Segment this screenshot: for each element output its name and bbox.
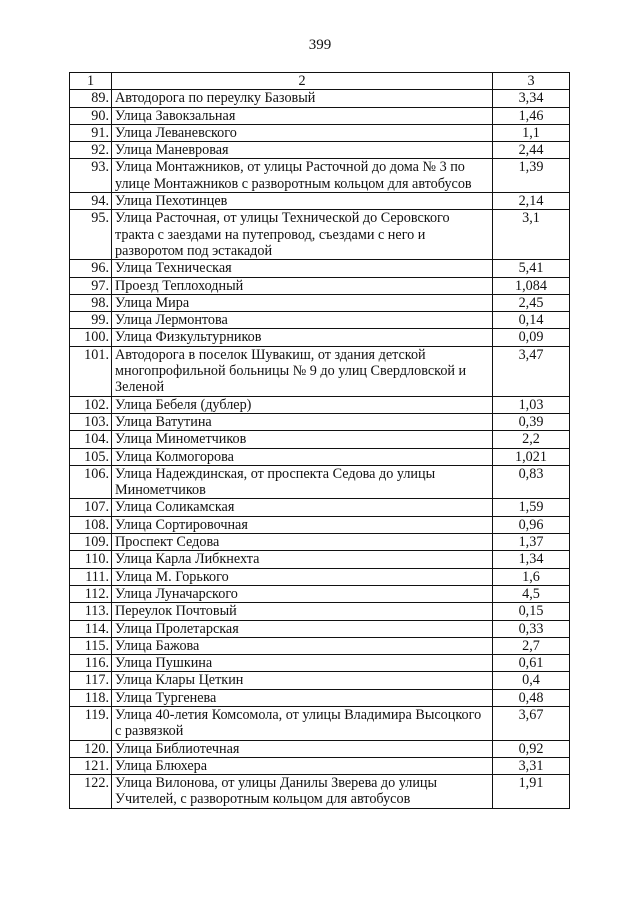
header-col-value: 3: [493, 73, 570, 90]
row-street-name: Улица Расточная, от улицы Технической до Серовского тракта с заездами на путепровод, съездами с него и разворотом под эстакадой: [112, 210, 493, 260]
row-number: 107.: [70, 499, 112, 516]
table-row: [70, 499, 570, 516]
row-number: 115.: [70, 637, 112, 654]
row-length-value: 0,33: [493, 620, 570, 637]
table-row: [70, 193, 570, 210]
table-row: [70, 568, 570, 585]
row-length-value: 1,39: [493, 159, 570, 193]
row-number: 96.: [70, 260, 112, 277]
table-row: [70, 396, 570, 413]
row-street-name: Улица Пушкина: [112, 655, 493, 672]
row-number: 92.: [70, 142, 112, 159]
row-number: 103.: [70, 413, 112, 430]
table-row: [70, 672, 570, 689]
row-street-name: Улица Минометчиков: [112, 431, 493, 448]
table-row: [70, 603, 570, 620]
row-street-name: Улица Луначарского: [112, 585, 493, 602]
row-number: 108.: [70, 516, 112, 533]
table-row: [70, 159, 570, 193]
row-length-value: 0,96: [493, 516, 570, 533]
row-street-name: Улица Сортировочная: [112, 516, 493, 533]
table-row: [70, 90, 570, 107]
table-row: [70, 413, 570, 430]
row-length-value: 1,91: [493, 775, 570, 809]
table-row: [70, 706, 570, 740]
row-length-value: 1,34: [493, 551, 570, 568]
row-length-value: 3,47: [493, 346, 570, 396]
row-length-value: 0,09: [493, 329, 570, 346]
table-row: [70, 637, 570, 654]
row-length-value: 2,14: [493, 193, 570, 210]
table-row: [70, 142, 570, 159]
page-number: 399: [308, 37, 332, 53]
row-street-name: Улица Леваневского: [112, 124, 493, 141]
table-row: [70, 107, 570, 124]
row-length-value: 2,44: [493, 142, 570, 159]
table-row: [70, 689, 570, 706]
row-number: 104.: [70, 431, 112, 448]
row-number: 105.: [70, 448, 112, 465]
row-number: 94.: [70, 193, 112, 210]
row-street-name: Улица Бебеля (дублер): [112, 396, 493, 413]
row-number: 102.: [70, 396, 112, 413]
row-length-value: 2,45: [493, 294, 570, 311]
row-street-name: Улица Пролетарская: [112, 620, 493, 637]
row-street-name: Улица Колмогорова: [112, 448, 493, 465]
table-row: [70, 757, 570, 774]
row-street-name: Улица Ватутина: [112, 413, 493, 430]
table-row: [70, 534, 570, 551]
row-length-value: 2,7: [493, 637, 570, 654]
row-street-name: Улица Тургенева: [112, 689, 493, 706]
table-row: [70, 655, 570, 672]
row-street-name: Улица Библиотечная: [112, 740, 493, 757]
table-row: [70, 465, 570, 499]
row-length-value: 3,34: [493, 90, 570, 107]
row-length-value: 1,59: [493, 499, 570, 516]
row-number: 97.: [70, 277, 112, 294]
row-street-name: Улица Монтажников, от улицы Расточной до дома № 3 по улице Монтажников с разворотным кольцом для автобусов: [112, 159, 493, 193]
row-street-name: Проезд Теплоходный: [112, 277, 493, 294]
row-number: 98.: [70, 294, 112, 311]
row-length-value: 1,46: [493, 107, 570, 124]
table-row: [70, 294, 570, 311]
row-street-name: Улица Техническая: [112, 260, 493, 277]
row-street-name: Улица Вилонова, от улицы Данилы Зверева до улицы Учителей, с разворотным кольцом для автобусов: [112, 775, 493, 809]
roads-table: [69, 72, 570, 809]
row-street-name: Автодорога по переулку Базовый: [112, 90, 493, 107]
table-row: [70, 448, 570, 465]
row-number: 90.: [70, 107, 112, 124]
row-length-value: 1,084: [493, 277, 570, 294]
table-row: [70, 740, 570, 757]
table-header-row: [70, 73, 570, 90]
row-number: 111.: [70, 568, 112, 585]
row-length-value: 0,48: [493, 689, 570, 706]
row-street-name: Улица 40-летия Комсомола, от улицы Владимира Высоцкого с развязкой: [112, 706, 493, 740]
row-length-value: 1,03: [493, 396, 570, 413]
row-number: 112.: [70, 585, 112, 602]
row-number: 99.: [70, 312, 112, 329]
row-street-name: Улица Лермонтова: [112, 312, 493, 329]
row-street-name: Улица Бажова: [112, 637, 493, 654]
table-row: [70, 260, 570, 277]
row-street-name: Улица Клары Цеткин: [112, 672, 493, 689]
row-number: 100.: [70, 329, 112, 346]
row-length-value: 0,14: [493, 312, 570, 329]
table-row: [70, 124, 570, 141]
row-length-value: 3,31: [493, 757, 570, 774]
row-street-name: Улица М. Горького: [112, 568, 493, 585]
row-length-value: 0,39: [493, 413, 570, 430]
table-row: [70, 210, 570, 260]
row-street-name: Улица Завокзальная: [112, 107, 493, 124]
row-street-name: Улица Физкультурников: [112, 329, 493, 346]
row-number: 109.: [70, 534, 112, 551]
row-length-value: 4,5: [493, 585, 570, 602]
row-street-name: Улица Соликамская: [112, 499, 493, 516]
row-length-value: 0,92: [493, 740, 570, 757]
row-length-value: 1,021: [493, 448, 570, 465]
table-row: [70, 516, 570, 533]
table-row: [70, 346, 570, 396]
row-number: 106.: [70, 465, 112, 499]
row-street-name: Улица Надеждинская, от проспекта Седова до улицы Минометчиков: [112, 465, 493, 499]
row-number: 118.: [70, 689, 112, 706]
table-row: [70, 329, 570, 346]
table-row: [70, 775, 570, 809]
row-number: 122.: [70, 775, 112, 809]
row-number: 116.: [70, 655, 112, 672]
row-street-name: Улица Пехотинцев: [112, 193, 493, 210]
table-row: [70, 585, 570, 602]
row-length-value: 3,67: [493, 706, 570, 740]
row-length-value: 2,2: [493, 431, 570, 448]
row-number: 119.: [70, 706, 112, 740]
row-length-value: 1,1: [493, 124, 570, 141]
header-col-name: 2: [112, 73, 493, 90]
row-length-value: 1,37: [493, 534, 570, 551]
table-row: [70, 277, 570, 294]
header-col-number: 1: [70, 73, 112, 90]
row-street-name: Улица Мира: [112, 294, 493, 311]
row-length-value: 5,41: [493, 260, 570, 277]
row-length-value: 1,6: [493, 568, 570, 585]
row-number: 91.: [70, 124, 112, 141]
row-number: 101.: [70, 346, 112, 396]
table-row: [70, 431, 570, 448]
row-length-value: 0,4: [493, 672, 570, 689]
row-number: 114.: [70, 620, 112, 637]
row-length-value: 0,83: [493, 465, 570, 499]
row-street-name: Переулок Почтовый: [112, 603, 493, 620]
row-number: 93.: [70, 159, 112, 193]
row-number: 95.: [70, 210, 112, 260]
row-length-value: 3,1: [493, 210, 570, 260]
table-row: [70, 551, 570, 568]
table-row: [70, 620, 570, 637]
row-number: 89.: [70, 90, 112, 107]
row-length-value: 0,15: [493, 603, 570, 620]
row-number: 120.: [70, 740, 112, 757]
row-street-name: Улица Блюхера: [112, 757, 493, 774]
row-number: 121.: [70, 757, 112, 774]
row-street-name: Проспект Седова: [112, 534, 493, 551]
row-street-name: Автодорога в поселок Шувакиш, от здания детской многопрофильной больницы № 9 до улиц Свердловской и Зеленой: [112, 346, 493, 396]
row-number: 117.: [70, 672, 112, 689]
row-number: 113.: [70, 603, 112, 620]
row-length-value: 0,61: [493, 655, 570, 672]
row-street-name: Улица Маневровая: [112, 142, 493, 159]
row-street-name: Улица Карла Либкнехта: [112, 551, 493, 568]
row-number: 110.: [70, 551, 112, 568]
table-row: [70, 312, 570, 329]
